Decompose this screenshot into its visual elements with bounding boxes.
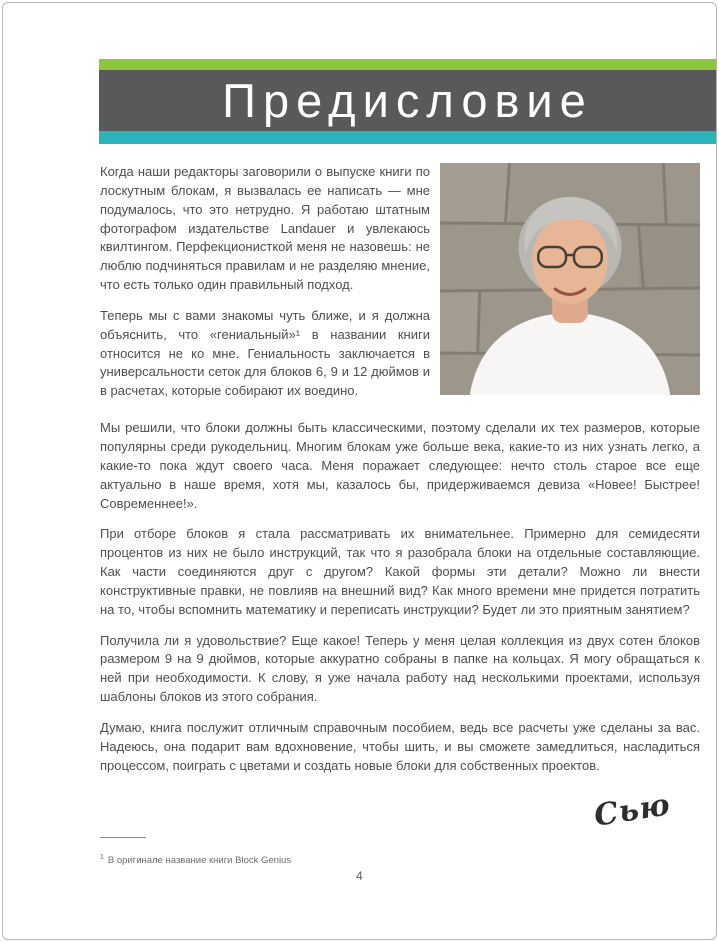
paragraph-body-2: При отборе блоков я стала рассматривать их внимательнее. Примерно для семидесяти процентов из них не было инструкций, так что я разобрала блоки на отдельные составляющие. Как части соединяются друг с другом? Какой формы эти детали? Можно ли внести конструктивные правки, не повлияв на внешний вид? Как много времени мне придется потратить на то, чтобы вспомнить математику и переписать инструкции? Будет ли это приятным занятием? [100,526,700,617]
author-signature: Сью [592,787,674,834]
footnote-divider [100,837,146,838]
page-title: Предисловие [222,74,593,127]
chapter-header [99,59,716,144]
footnote-text: В оригинале название книги Block Genius [107,854,292,866]
page-content [100,163,700,787]
author-portrait-illustration [440,163,700,395]
intro-section [100,163,700,413]
paragraph-body-1: Мы решили, что блоки должны быть классическими, поэтому сделали их тех размеров, которые популярны среди рукодельниц. Многим блокам уже больше века, какие-то из них узнать легко, а какие-то пока ждут своего часа. Меня поражает следующее: нечто столь старое все еще актуально в наше время, хотя мы, казалось бы, придерживаемся девиза «Новее! Быстрее! Современнее!». [100,420,700,511]
header-title-band [99,70,716,131]
footnote [100,854,291,866]
page-number: 4 [356,871,363,883]
author-photo [440,163,700,395]
paragraph-body-4: Думаю, книга послужит отличным справочным пособием, ведь все расчеты уже сделаны за вас. Надеюсь, она подарит вам вдохновение, чтобы шить, и вы сможете замедлиться, насладиться процессом, поиграть с цветами и создать новые блоки для собственных проектов. [100,719,700,773]
header-green-stripe [99,59,716,70]
paragraph-intro-2: Теперь мы с вами знакомы чуть ближе, и я должна объяснить, что «гениальный»¹ в названии книги относится не ко мне. Гениальность заключается в универсальности сеток для блоков 6, 9 и 12 дюймов и в расчетах, которые собирают их воедино. [100,307,430,399]
footnote-marker: 1 [100,853,104,861]
paragraph-body-3: Получила ли я удовольствие? Еще какое! Теперь у меня целая коллекция из двух сотен блоков размером 9 на 9 дюймов, которые аккуратно собраны в папке на кольцах. Я могу обращаться к ней при необходимости. К слову, я уже начала работу над несколькими проектами, используя шаблоны блоков из этого собрания. [100,632,700,705]
intro-text-column [100,163,430,413]
paragraph-intro-1: Когда наши редакторы заговорили о выпуске книги по лоскутным блокам, я вызвалась ее написать — мне подумалось, что это нетрудно. Я работаю штатным фотографом издательстве Landauer и увлекаюсь квилтингом. Перфекционисткой меня не назовешь: не люблю подчиняться правилам и не разделяю мнение, что есть только один правильный подход. [100,164,430,293]
header-teal-stripe [99,131,716,144]
